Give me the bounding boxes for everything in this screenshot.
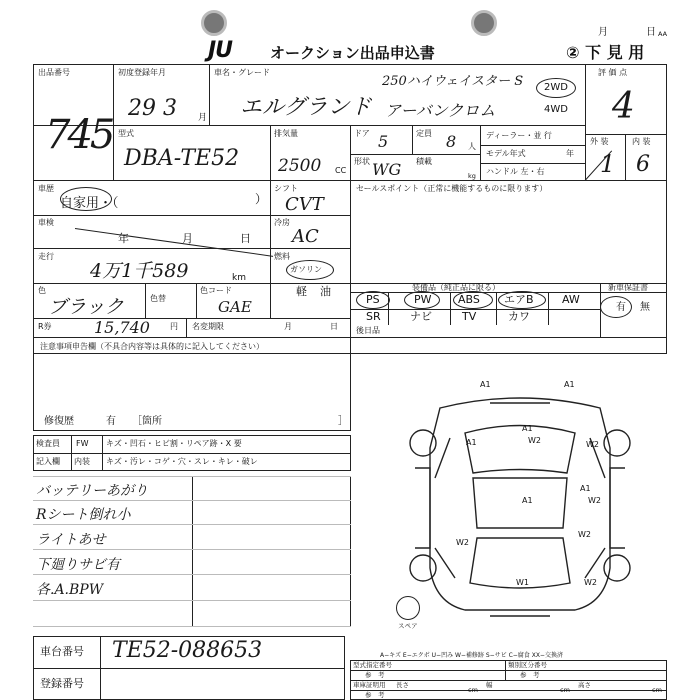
equip-pw: PW: [414, 293, 432, 306]
interior-value: 6: [636, 152, 650, 177]
shift-label: シフト: [274, 184, 298, 193]
mileage-label: 走行: [38, 252, 54, 261]
copy-label: ② 下 見 用: [566, 43, 645, 62]
spec-len: 長さ: [396, 681, 409, 689]
recycle-label: R券: [38, 322, 52, 331]
doors-value: 5: [378, 132, 389, 151]
lot-number: 745: [45, 112, 113, 158]
diagram-mark-2: A1: [564, 380, 575, 389]
name-change-month: 月: [284, 322, 292, 331]
displacement-unit: CC: [335, 166, 347, 175]
shape-value: WG: [372, 160, 402, 179]
diagram-mark-9: A1: [522, 496, 533, 505]
chassis-label: 車台番号: [40, 645, 84, 658]
interior-label: 内 装: [632, 137, 651, 146]
model-year-label: モデル年式: [486, 149, 526, 158]
note-2: Rシート倒れ小: [36, 507, 131, 523]
warranty-label: 新車保証書: [608, 283, 648, 292]
note-1: バッテリーあがり: [36, 483, 148, 499]
diagram-mark-3: A1: [522, 424, 533, 433]
equip-ps-circle: [356, 291, 390, 309]
warranty-yes: 有: [616, 302, 626, 313]
inspector-label-2: 記入欄: [36, 457, 60, 466]
first-reg-month-unit: 月: [198, 113, 208, 123]
displacement-value: 2500: [278, 156, 322, 176]
equipment-label: 装備品（純正品に限る）: [412, 283, 500, 292]
usage-close: ）: [255, 192, 268, 206]
equip-airbag: エアB: [504, 293, 534, 306]
shaken-day: 日: [240, 232, 251, 245]
diagram-mark-1: A1: [480, 380, 491, 389]
chassis-value: TE52-088653: [112, 638, 263, 663]
usage-label: 車歴: [38, 184, 54, 193]
reg-no-label: 登録番号: [40, 677, 84, 690]
repair-bracket: ［箇所: [132, 416, 162, 427]
fuel-opt2: 油: [320, 285, 331, 298]
shift-value: CVT: [285, 194, 324, 215]
car-name-note: 250ハイウェイスター S: [382, 74, 524, 89]
diagram-mark-4: W2: [528, 436, 541, 445]
spec-r2b: 参 考: [520, 671, 540, 679]
repair-close: ］: [338, 416, 348, 427]
spec-wid: 幅: [486, 681, 493, 689]
inspector-row2-tag: 内装: [74, 457, 90, 466]
equip-ps: PS: [366, 293, 380, 306]
car-damage-diagram: [395, 378, 645, 628]
load-label: 積載: [416, 157, 432, 166]
recycle-value: 15,740: [94, 318, 150, 337]
color-label: 色: [38, 286, 46, 295]
equip-airbag-circle: [498, 291, 546, 309]
exterior-value: 1: [600, 150, 616, 178]
punch-hole-right: [471, 10, 497, 36]
color-code-value: GAE: [218, 298, 252, 316]
inspector-row1: キズ・凹石・ヒビ割・リペア跡・X 要: [106, 439, 242, 448]
equip-leather: カワ: [508, 310, 530, 323]
aircon-label: 冷房: [274, 218, 290, 227]
score-value: 4: [612, 86, 635, 127]
model-year-unit: 年: [566, 149, 574, 158]
doors-label: ドア: [354, 129, 370, 138]
equip-abs: ABS: [458, 293, 480, 306]
drive-4wd: 4WD: [544, 104, 568, 115]
notes-header: 注意事項申告欄（不具合内容等は具体的に記入してください）: [40, 342, 264, 351]
car-grade-value: アーバンクロム: [385, 101, 496, 120]
repair-value: 有: [106, 416, 116, 427]
diagram-mark-7: A1: [580, 484, 591, 493]
note-4: 下廻りサビ有: [36, 557, 120, 573]
equip-navi: ナビ: [410, 310, 432, 323]
handle-label: ハンドル 左・右: [486, 167, 545, 176]
spec-hei: 高さ: [578, 681, 591, 689]
inspector-row1-tag: FW: [76, 439, 89, 448]
color-code-label: 色コード: [200, 286, 232, 295]
rear-seat-label: 後日品: [356, 326, 380, 335]
spec-len-unit: cm: [468, 686, 478, 694]
score-label: 評 価 点: [598, 68, 628, 77]
fuel-value: ガソリン: [290, 265, 322, 274]
repaint-label: 色替: [150, 294, 166, 303]
name-change-label: 名変期限: [192, 322, 224, 331]
equip-pw-circle: [404, 291, 440, 309]
month-label: 月: [598, 27, 608, 38]
punch-hole-left: [201, 10, 227, 36]
equip-sr: SR: [366, 310, 381, 323]
color-value: ブラック: [48, 296, 124, 318]
mileage-unit: km: [232, 273, 246, 283]
load-unit: kg: [468, 172, 476, 180]
warranty-no: 無: [640, 302, 650, 313]
capacity-unit: 人: [468, 142, 476, 151]
damage-legend: A−キズ E−エクボ U−凹み W−補修跡 S−サビ C−腐食 XX−交換済: [380, 652, 563, 659]
spec-r1a: 型式指定番号: [353, 661, 392, 669]
inspector-label-1: 検査員: [36, 439, 60, 448]
form-title: オークション出品申込書: [270, 44, 435, 62]
spare-tire: [396, 596, 420, 620]
shaken-month: 月: [182, 232, 193, 245]
displacement-label: 排気量: [274, 129, 298, 138]
ju-logo: JU: [208, 38, 233, 63]
spec-r4: 参 考: [365, 691, 385, 699]
diagram-mark-13: W2: [584, 578, 597, 587]
usage-value: 自家用・（: [60, 196, 119, 211]
car-name-label: 車名・グレード: [214, 68, 270, 77]
shaken-year: 年: [118, 232, 129, 245]
spare-label: スペア: [398, 622, 418, 630]
recycle-unit: 円: [170, 322, 178, 331]
aircon-value: AC: [292, 226, 319, 247]
diagram-mark-11: W2: [456, 538, 469, 547]
name-change-day: 日: [330, 322, 338, 331]
model-label: 型式: [118, 129, 134, 138]
diagram-mark-10: W2: [578, 530, 591, 539]
note-3: ライトあせ: [36, 532, 106, 548]
note-5: 各.A.BPW: [36, 582, 104, 598]
car-name-value: エルグランド: [240, 95, 372, 120]
spec-r3a: 車庫証明用: [353, 681, 386, 689]
day-label: 日: [646, 27, 656, 38]
equip-tv: TV: [462, 310, 477, 323]
capacity-value: 8: [446, 132, 457, 151]
first-reg-value: 29 3: [128, 96, 177, 121]
equip-abs-circle: [453, 291, 493, 309]
spec-r1b: 類別区分番号: [508, 661, 547, 669]
spec-wid-unit: cm: [560, 686, 570, 694]
first-reg-label: 初度登録年月: [118, 68, 166, 77]
diagram-mark-5: A1: [466, 438, 477, 447]
usage-circle: [60, 187, 112, 211]
equip-aw: AW: [562, 293, 580, 306]
inspector-row2: キズ・汚レ・コゲ・穴・スレ・キレ・破レ: [106, 457, 258, 466]
capacity-label: 定員: [416, 129, 432, 138]
diagram-mark-8: W2: [588, 496, 601, 505]
repair-label: 修復歴: [44, 416, 74, 427]
mileage-value: 4万1千589: [90, 260, 189, 282]
fuel-label: 燃料: [274, 252, 290, 261]
warranty-circle: [600, 296, 632, 318]
spec-hei-unit: cm: [652, 686, 662, 694]
spec-r2a: 参 考: [365, 671, 385, 679]
dealer-label: ディーラー・並 行: [486, 131, 552, 140]
exterior-label: 外 装: [590, 137, 609, 146]
diagram-mark-6: W2: [586, 440, 599, 449]
diagram-mark-12: W1: [516, 578, 529, 587]
model-value: DBA-TE52: [124, 146, 240, 171]
aa-label: AA: [658, 30, 668, 38]
drive-2wd: 2WD: [544, 82, 568, 93]
lot-label: 出品番号: [38, 68, 70, 77]
shape-label: 形状: [354, 157, 370, 166]
shaken-label: 車検: [38, 218, 54, 227]
sales-label: セールスポイント（正常に機能するものに限ります）: [356, 184, 548, 193]
fuel-opt1: 軽: [296, 285, 307, 298]
